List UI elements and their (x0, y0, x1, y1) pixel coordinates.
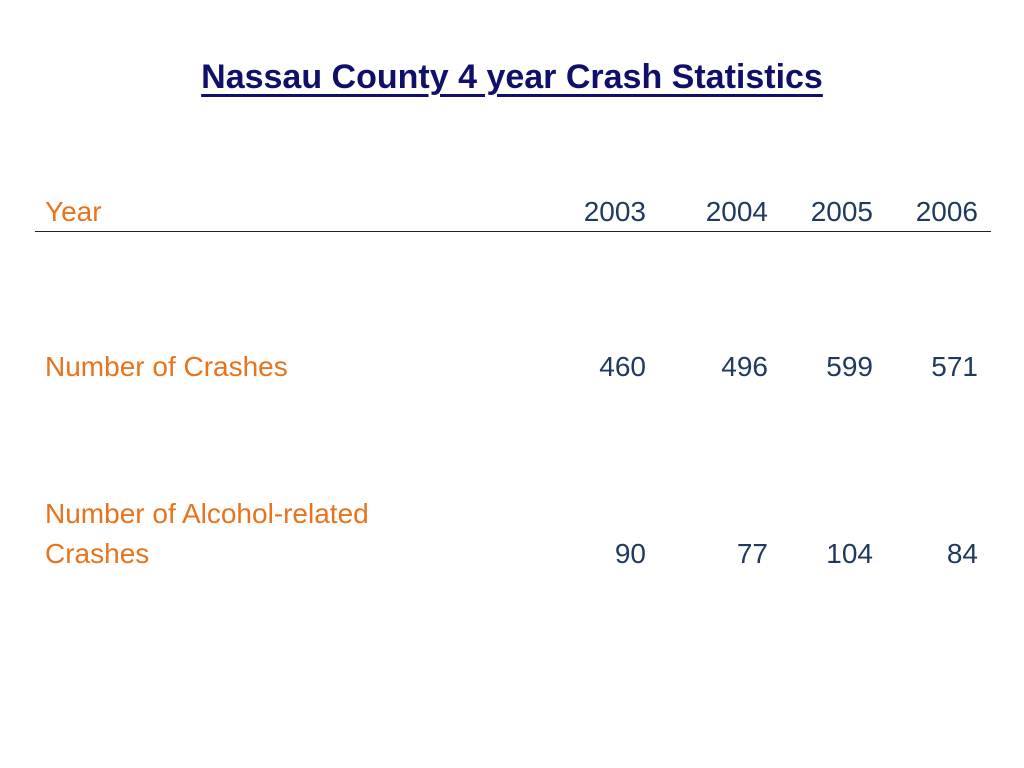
header-label-year: Year (45, 196, 102, 227)
crashes-2004: 496 (721, 351, 768, 382)
alcohol-crashes-2003: 90 (614, 538, 646, 569)
header-year-2005: 2005 (810, 196, 873, 227)
slide-title: Nassau County 4 year Crash Statistics (201, 58, 823, 96)
row-label-alcohol-line-1: Number of Alcohol-related (45, 498, 369, 529)
crashes-2003: 460 (599, 351, 646, 382)
row-label-alcohol-line-2: Crashes (45, 538, 150, 569)
header-year-2003: 2003 (583, 196, 646, 227)
alcohol-crashes-2005: 104 (826, 538, 873, 569)
alcohol-crashes-2004: 77 (736, 538, 768, 569)
crashes-2005: 599 (826, 351, 873, 382)
header-year-2004: 2004 (705, 196, 768, 227)
row-label-crashes: Number of Crashes (45, 351, 288, 382)
header-year-2006: 2006 (915, 196, 978, 227)
header-divider (35, 231, 991, 232)
alcohol-crashes-2006: 84 (946, 538, 978, 569)
crashes-2006: 571 (931, 351, 978, 382)
